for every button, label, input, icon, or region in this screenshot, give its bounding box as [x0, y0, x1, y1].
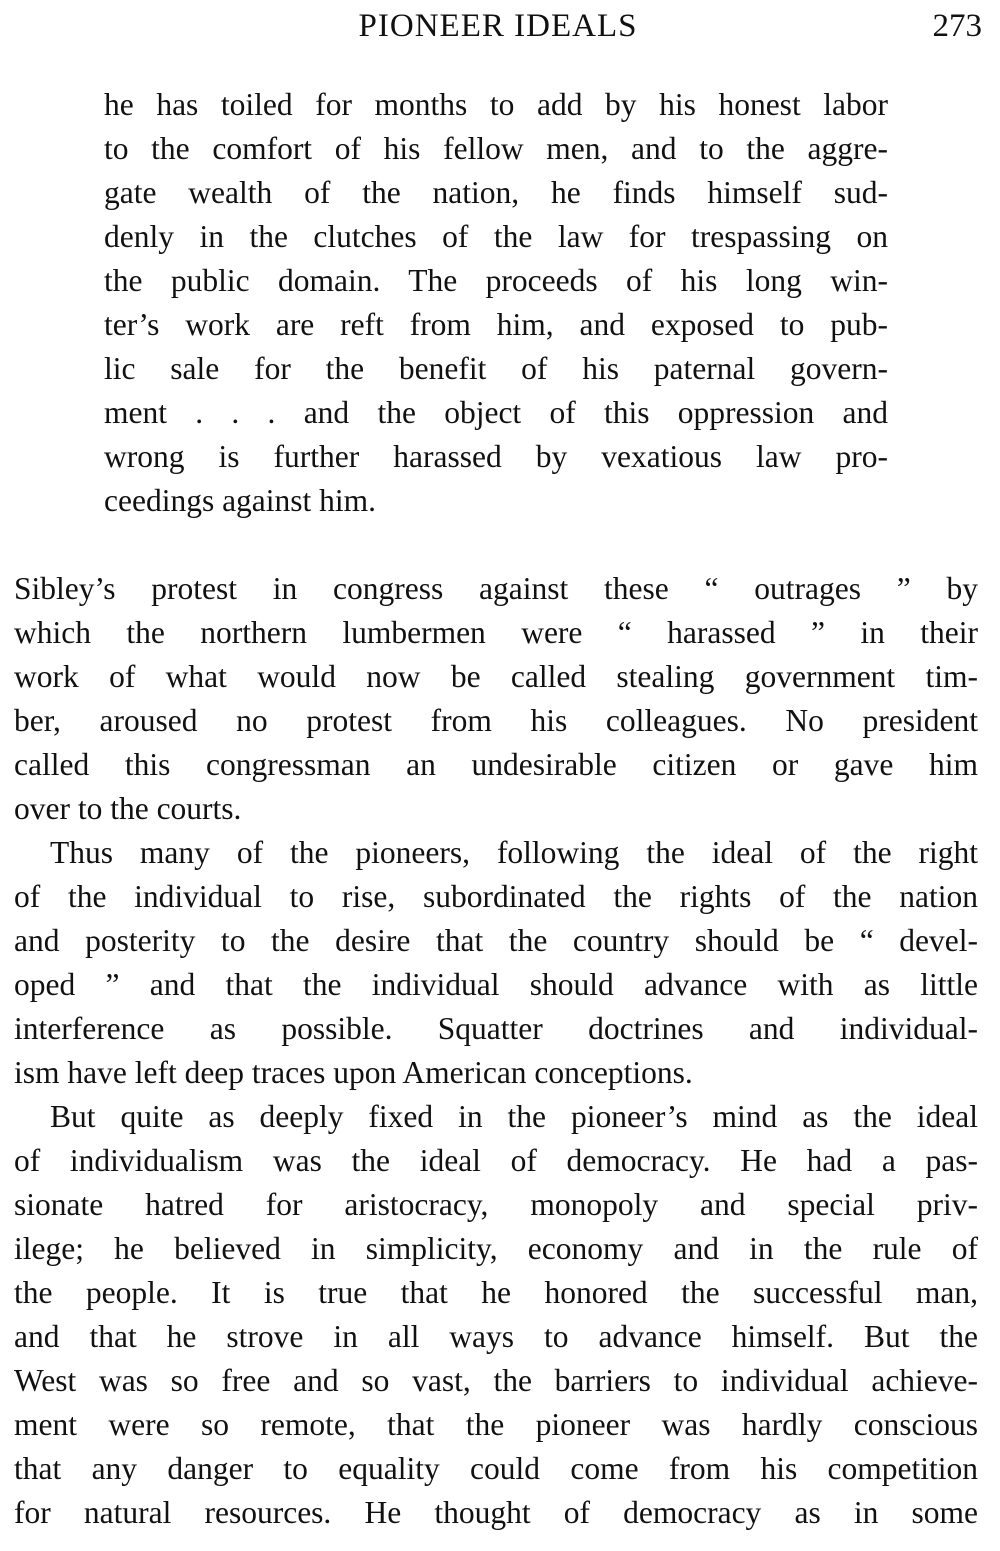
paragraph-line: West was so free and so vast, the barriers to individual achieve-	[14, 1363, 978, 1398]
paragraph-line: ism have left deep traces upon American conceptions.	[14, 1055, 693, 1090]
paragraph-line: work of what would now be called stealing government tim-	[14, 659, 978, 694]
quote-line: to the comfort of his fellow men, and to the aggre-	[104, 131, 888, 166]
page-number: 273	[932, 8, 982, 44]
running-head	[14, 4, 982, 48]
paragraph-line: interference as possible. Squatter doctrines and individual-	[14, 1011, 978, 1046]
paragraph-line: and that he strove in all ways to advance himself. But the	[14, 1319, 978, 1354]
paragraph-line: that any danger to equality could come from his competition	[14, 1451, 978, 1486]
quote-line: the public domain. The proceeds of his long win-	[104, 263, 888, 298]
paragraph-line: ber, aroused no protest from his colleagues. No president	[14, 703, 978, 738]
quote-line: gate wealth of the nation, he finds himself sud-	[104, 175, 888, 210]
quote-line: ceedings against him.	[104, 483, 377, 518]
paragraph-line: the people. It is true that he honored the successful man,	[14, 1275, 978, 1310]
quote-line: ter’s work are reft from him, and exposed to pub-	[104, 307, 888, 342]
paragraph-line: of individualism was the ideal of democracy. He had a pas-	[14, 1143, 978, 1178]
paragraph-line: sionate hatred for aristocracy, monopoly and special priv-	[14, 1187, 978, 1222]
paragraph-line: of the individual to rise, subordinated the rights of the nation	[14, 879, 978, 914]
paragraph-line: for natural resources. He thought of democracy as in some	[14, 1495, 978, 1530]
paragraph-line: oped ” and that the individual should advance with as little	[14, 967, 978, 1002]
paragraph-line: Sibley’s protest in congress against these “ outrages ” by	[14, 571, 978, 606]
paragraph-line: Thus many of the pioneers, following the ideal of the right	[50, 835, 978, 870]
paragraph-line: But quite as deeply fixed in the pioneer’s mind as the ideal	[50, 1099, 978, 1134]
paragraph-line: which the northern lumbermen were “ harassed ” in their	[14, 615, 978, 650]
quote-line: wrong is further harassed by vexatious law pro-	[104, 439, 888, 474]
paragraph-line: over to the courts.	[14, 791, 242, 826]
paragraph-line: called this congressman an undesirable citizen or gave him	[14, 747, 978, 782]
quote-line: lic sale for the benefit of his paternal govern-	[104, 351, 888, 386]
paragraph-line: and posterity to the desire that the country should be “ devel-	[14, 923, 978, 958]
running-title: PIONEER IDEALS	[358, 8, 638, 44]
paragraph-line: ilege; he believed in simplicity, economy and in the rule of	[14, 1231, 978, 1266]
quote-line: denly in the clutches of the law for trespassing on	[104, 219, 888, 254]
paragraph-line: ment were so remote, that the pioneer was hardly conscious	[14, 1407, 978, 1442]
quote-line: ment . . . and the object of this oppression and	[104, 395, 888, 430]
quote-line: he has toiled for months to add by his honest labor	[104, 87, 888, 122]
